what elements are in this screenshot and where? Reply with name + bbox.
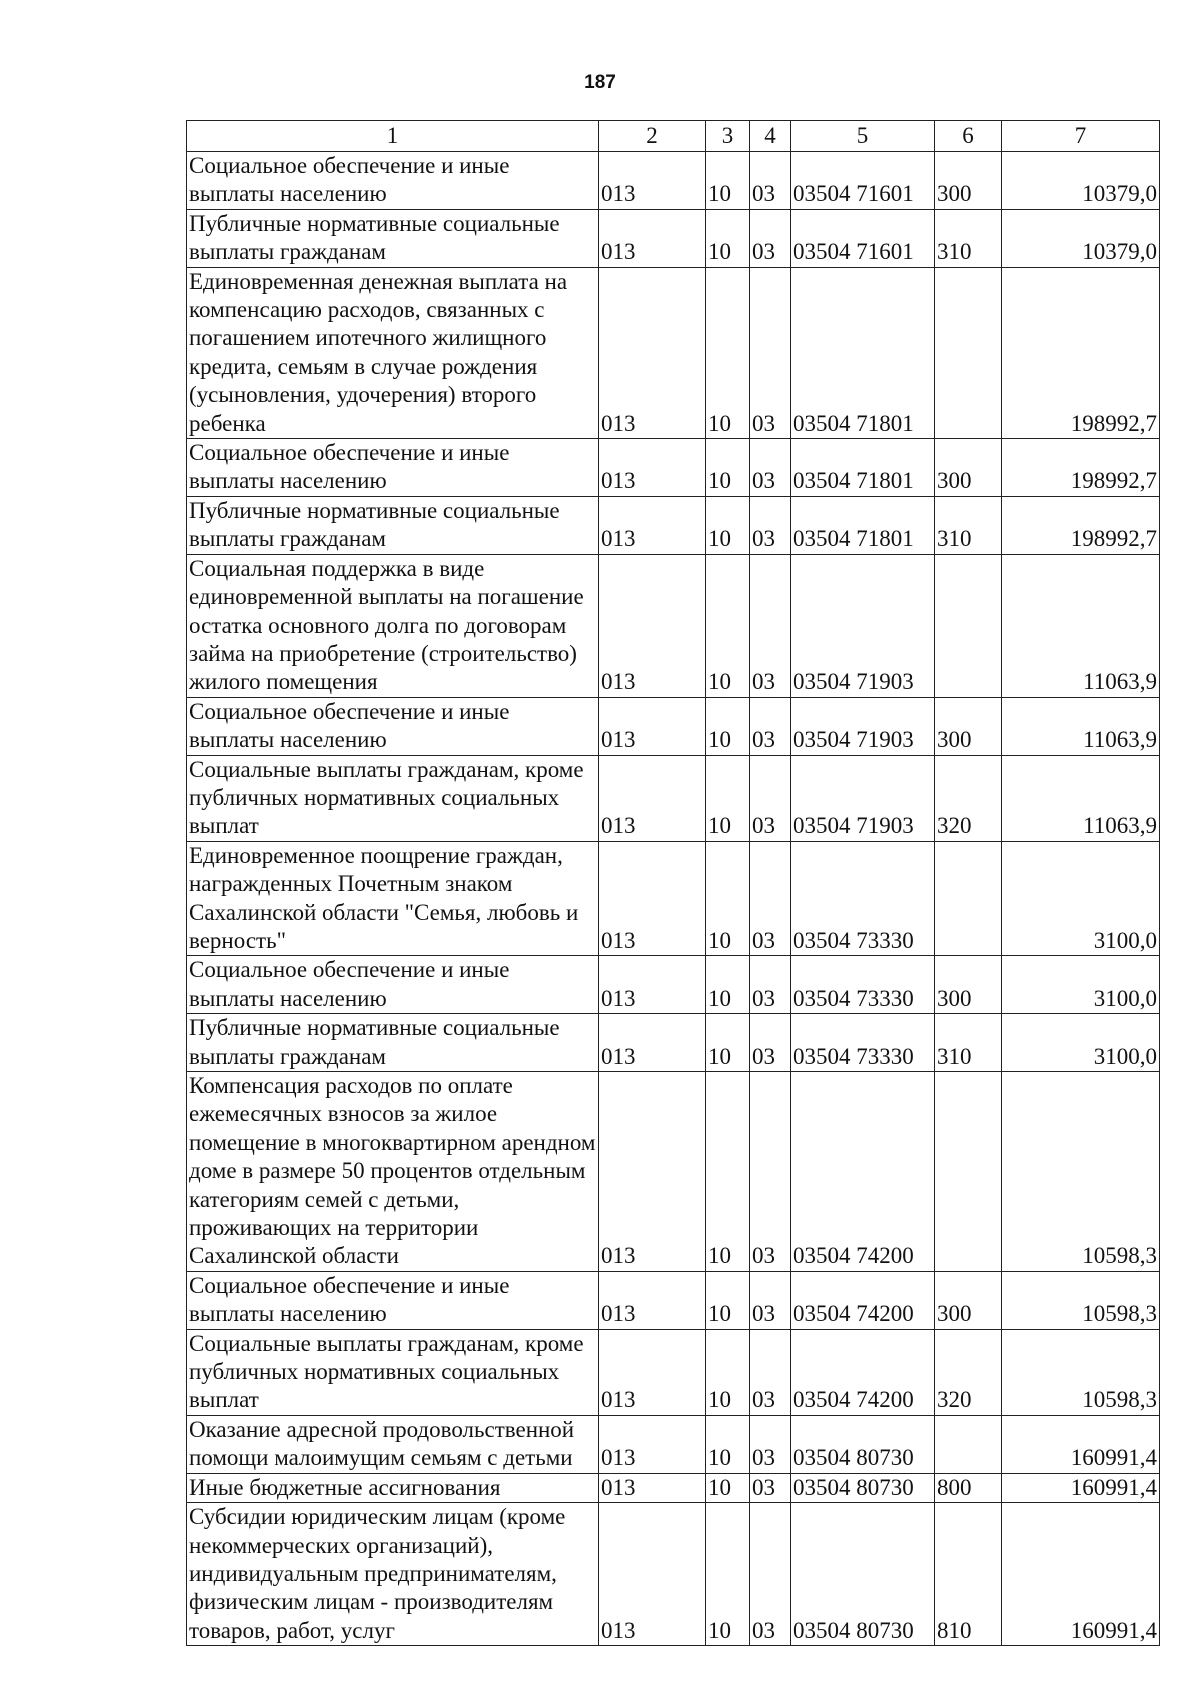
section-code-cell: 10 (706, 152, 750, 210)
expense-type-cell: 300 (935, 152, 1002, 210)
expense-type-cell: 310 (935, 496, 1002, 554)
table-row (187, 1014, 1160, 1072)
amount-cell: 10598,3 (1002, 1072, 1160, 1272)
ministry-code-cell: 013 (599, 209, 706, 267)
amount-cell: 160991,4 (1002, 1473, 1160, 1502)
ministry-code-cell: 013 (599, 956, 706, 1014)
subsection-code-cell: 03 (750, 755, 791, 841)
target-article-cell: 03504 74200 (791, 1329, 935, 1415)
header-cell: 6 (935, 121, 1002, 152)
expense-type-cell: 320 (935, 1329, 1002, 1415)
target-article-cell: 03504 71801 (791, 496, 935, 554)
table-row (187, 496, 1160, 554)
expense-type-cell (935, 554, 1002, 697)
expense-type-cell: 300 (935, 439, 1002, 497)
section-code-cell: 10 (706, 841, 750, 956)
section-code-cell: 10 (706, 1473, 750, 1502)
subsection-code-cell: 03 (750, 1271, 791, 1329)
ministry-code-cell: 013 (599, 1072, 706, 1272)
expense-name-cell: Социальное обеспечение и иные выплаты населению (187, 152, 599, 210)
target-article-cell: 03504 71601 (791, 209, 935, 267)
subsection-code-cell: 03 (750, 209, 791, 267)
header-cell: 2 (599, 121, 706, 152)
expense-type-cell: 320 (935, 755, 1002, 841)
ministry-code-cell: 013 (599, 697, 706, 755)
header-row (187, 121, 1160, 152)
subsection-code-cell: 03 (750, 496, 791, 554)
section-code-cell: 10 (706, 1415, 750, 1473)
expense-type-cell: 810 (935, 1503, 1002, 1646)
subsection-code-cell: 03 (750, 1014, 791, 1072)
subsection-code-cell: 03 (750, 841, 791, 956)
header-cell: 5 (791, 121, 935, 152)
expense-type-cell (935, 267, 1002, 438)
amount-cell: 3100,0 (1002, 1014, 1160, 1072)
expense-type-cell: 300 (935, 697, 1002, 755)
table-body (187, 121, 1160, 1646)
expense-name-cell: Компенсация расходов по оплате ежемесячных взносов за жилое помещение в многоквартирном арендном доме в размере 50 процентов отдельным категориям семей с детьми, проживающих на территории Сахалинской области (187, 1072, 599, 1272)
amount-cell: 10598,3 (1002, 1329, 1160, 1415)
table-row (187, 1329, 1160, 1415)
table-row (187, 554, 1160, 697)
ministry-code-cell: 013 (599, 496, 706, 554)
section-code-cell: 10 (706, 554, 750, 697)
section-code-cell: 10 (706, 496, 750, 554)
target-article-cell: 03504 71801 (791, 439, 935, 497)
table-row (187, 1271, 1160, 1329)
table-row (187, 697, 1160, 755)
subsection-code-cell: 03 (750, 1473, 791, 1502)
header-cell: 1 (187, 121, 599, 152)
amount-cell: 10379,0 (1002, 209, 1160, 267)
expense-type-cell (935, 841, 1002, 956)
ministry-code-cell: 013 (599, 439, 706, 497)
expense-name-cell: Социальное обеспечение и иные выплаты населению (187, 439, 599, 497)
target-article-cell: 03504 80730 (791, 1503, 935, 1646)
ministry-code-cell: 013 (599, 841, 706, 956)
table-row (187, 755, 1160, 841)
amount-cell: 10379,0 (1002, 152, 1160, 210)
target-article-cell: 03504 71601 (791, 152, 935, 210)
section-code-cell: 10 (706, 956, 750, 1014)
table-row (187, 1503, 1160, 1646)
section-code-cell: 10 (706, 267, 750, 438)
target-article-cell: 03504 73330 (791, 841, 935, 956)
expense-name-cell: Единовременное поощрение граждан, награжденных Почетным знаком Сахалинской области "Семья, любовь и верность" (187, 841, 599, 956)
ministry-code-cell: 013 (599, 1415, 706, 1473)
section-code-cell: 10 (706, 1271, 750, 1329)
subsection-code-cell: 03 (750, 554, 791, 697)
expense-type-cell: 310 (935, 1014, 1002, 1072)
section-code-cell: 10 (706, 755, 750, 841)
subsection-code-cell: 03 (750, 1329, 791, 1415)
expense-name-cell: Социальное обеспечение и иные выплаты населению (187, 956, 599, 1014)
expense-type-cell: 310 (935, 209, 1002, 267)
target-article-cell: 03504 74200 (791, 1072, 935, 1272)
expense-name-cell: Социальные выплаты гражданам, кроме публичных нормативных социальных выплат (187, 755, 599, 841)
subsection-code-cell: 03 (750, 697, 791, 755)
table-row (187, 1072, 1160, 1272)
header-cell: 4 (750, 121, 791, 152)
expense-name-cell: Публичные нормативные социальные выплаты гражданам (187, 496, 599, 554)
ministry-code-cell: 013 (599, 1014, 706, 1072)
section-code-cell: 10 (706, 1072, 750, 1272)
ministry-code-cell: 013 (599, 152, 706, 210)
ministry-code-cell: 013 (599, 554, 706, 697)
subsection-code-cell: 03 (750, 1072, 791, 1272)
amount-cell: 10598,3 (1002, 1271, 1160, 1329)
target-article-cell: 03504 71903 (791, 554, 935, 697)
target-article-cell: 03504 80730 (791, 1415, 935, 1473)
section-code-cell: 10 (706, 1503, 750, 1646)
expense-name-cell: Субсидии юридическим лицам (кроме некоммерческих организаций), индивидуальным предпринимателям, физическим лицам - производителям товаров, работ, услуг (187, 1503, 599, 1646)
expense-name-cell: Социальное обеспечение и иные выплаты населению (187, 697, 599, 755)
table-row (187, 956, 1160, 1014)
amount-cell: 3100,0 (1002, 841, 1160, 956)
amount-cell: 11063,9 (1002, 755, 1160, 841)
expense-type-cell: 800 (935, 1473, 1002, 1502)
expense-type-cell: 300 (935, 956, 1002, 1014)
header-cell: 3 (706, 121, 750, 152)
subsection-code-cell: 03 (750, 152, 791, 210)
page-number: 187 (584, 72, 616, 93)
amount-cell: 11063,9 (1002, 554, 1160, 697)
ministry-code-cell: 013 (599, 1473, 706, 1502)
section-code-cell: 10 (706, 1014, 750, 1072)
expense-type-cell (935, 1415, 1002, 1473)
section-code-cell: 10 (706, 439, 750, 497)
table-row (187, 439, 1160, 497)
budget-table (186, 120, 1160, 1646)
target-article-cell: 03504 74200 (791, 1271, 935, 1329)
target-article-cell: 03504 73330 (791, 1014, 935, 1072)
subsection-code-cell: 03 (750, 267, 791, 438)
header-cell: 7 (1002, 121, 1160, 152)
section-code-cell: 10 (706, 697, 750, 755)
amount-cell: 160991,4 (1002, 1415, 1160, 1473)
subsection-code-cell: 03 (750, 439, 791, 497)
subsection-code-cell: 03 (750, 1415, 791, 1473)
expense-name-cell: Оказание адресной продовольственной помощи малоимущим семьям с детьми (187, 1415, 599, 1473)
expense-name-cell: Публичные нормативные социальные выплаты гражданам (187, 209, 599, 267)
table-row (187, 1473, 1160, 1502)
table-row (187, 209, 1160, 267)
target-article-cell: 03504 71903 (791, 697, 935, 755)
ministry-code-cell: 013 (599, 267, 706, 438)
expense-name-cell: Социальные выплаты гражданам, кроме публичных нормативных социальных выплат (187, 1329, 599, 1415)
table-row (187, 152, 1160, 210)
target-article-cell: 03504 71801 (791, 267, 935, 438)
ministry-code-cell: 013 (599, 1329, 706, 1415)
expense-name-cell: Публичные нормативные социальные выплаты гражданам (187, 1014, 599, 1072)
expense-name-cell: Социальная поддержка в виде единовременной выплаты на погашение остатка основного долга по договорам займа на приобретение (строительство) жилого помещения (187, 554, 599, 697)
amount-cell: 160991,4 (1002, 1503, 1160, 1646)
ministry-code-cell: 013 (599, 1271, 706, 1329)
target-article-cell: 03504 80730 (791, 1473, 935, 1502)
table-row (187, 841, 1160, 956)
expense-name-cell: Социальное обеспечение и иные выплаты населению (187, 1271, 599, 1329)
amount-cell: 3100,0 (1002, 956, 1160, 1014)
ministry-code-cell: 013 (599, 755, 706, 841)
subsection-code-cell: 03 (750, 1503, 791, 1646)
subsection-code-cell: 03 (750, 956, 791, 1014)
expense-name-cell: Иные бюджетные ассигнования (187, 1473, 599, 1502)
section-code-cell: 10 (706, 209, 750, 267)
expense-type-cell (935, 1072, 1002, 1272)
section-code-cell: 10 (706, 1329, 750, 1415)
ministry-code-cell: 013 (599, 1503, 706, 1646)
target-article-cell: 03504 73330 (791, 956, 935, 1014)
amount-cell: 198992,7 (1002, 267, 1160, 438)
amount-cell: 11063,9 (1002, 697, 1160, 755)
amount-cell: 198992,7 (1002, 496, 1160, 554)
target-article-cell: 03504 71903 (791, 755, 935, 841)
expense-name-cell: Единовременная денежная выплата на компенсацию расходов, связанных с погашением ипотечного жилищного кредита, семьям в случае рождения (усыновления, удочерения) второго ребенка (187, 267, 599, 438)
expense-type-cell: 300 (935, 1271, 1002, 1329)
amount-cell: 198992,7 (1002, 439, 1160, 497)
table-row (187, 1415, 1160, 1473)
table-row (187, 267, 1160, 438)
